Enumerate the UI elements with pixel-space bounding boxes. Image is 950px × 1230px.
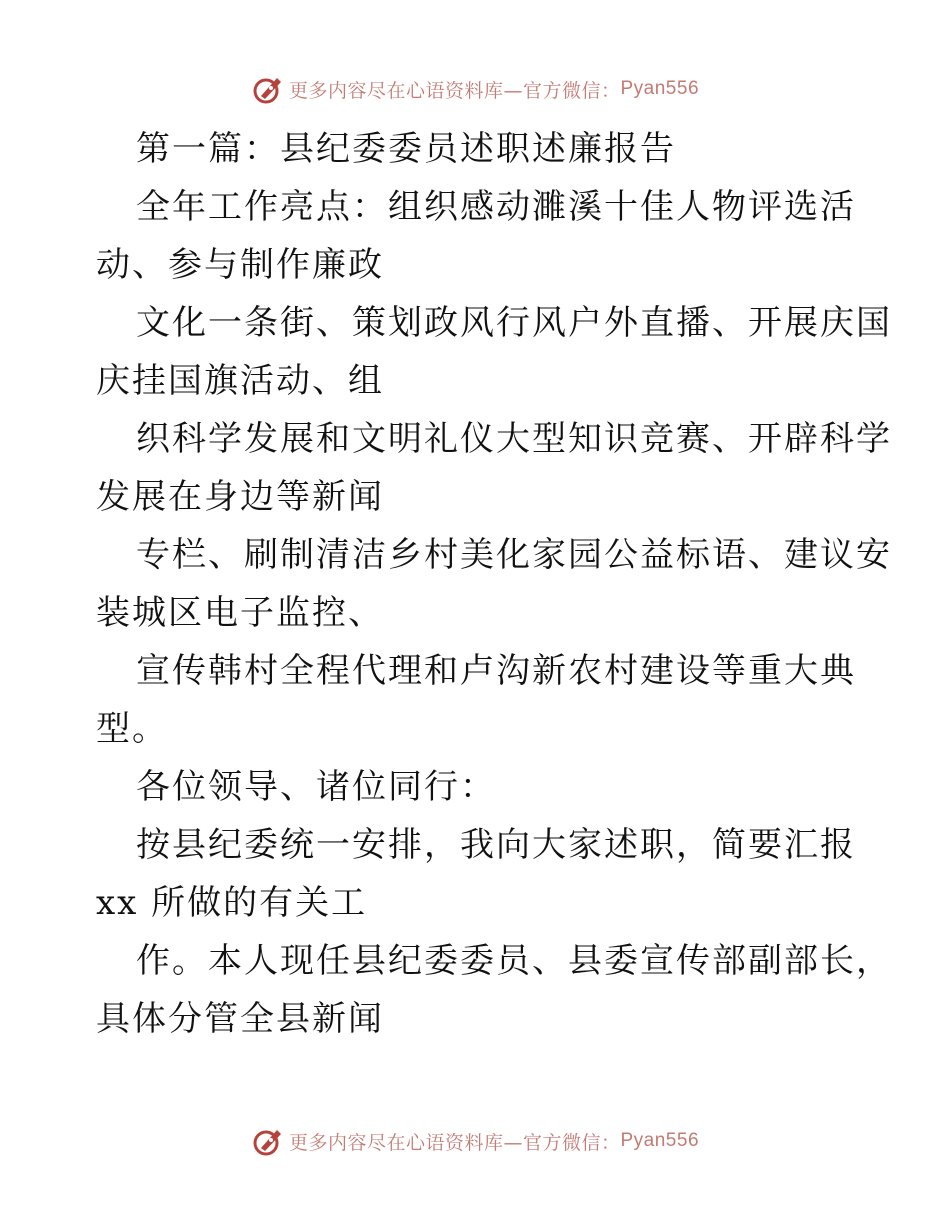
document-title: 第一篇：县纪委委员述职述廉报告 [136, 129, 676, 169]
footer-banner-text: 更多内容尽在心语资料库—官方微信： [288, 1131, 621, 1154]
document-body [96, 120, 892, 1048]
footer-wechat-id: Pyan556 [620, 1130, 700, 1151]
paragraph-line: 宣传韩村全程代理和卢沟新农村建设等重大典 [136, 651, 856, 691]
header-banner-text: 更多内容尽在心语资料库—官方微信： [288, 79, 621, 102]
footer-watermark-banner [0, 1124, 950, 1158]
pen-nib-logo-icon [251, 1124, 285, 1158]
paragraph-line: 文化一条街、策划政风行风户外直播、开展庆国 [136, 303, 892, 343]
header-watermark-banner [0, 72, 950, 106]
paragraph-line: 庆挂国旗活动、组 [96, 361, 384, 401]
pen-nib-logo-icon [251, 72, 285, 106]
header-wechat-id: Pyan556 [620, 78, 700, 99]
paragraph-line: 装城区电子监控、 [96, 593, 384, 633]
paragraph-line: 织科学发展和文明礼仪大型知识竞赛、开辟科学 [136, 419, 892, 459]
paragraph-line: 按县纪委统一安排，我向大家述职，简要汇报 [136, 825, 856, 865]
paragraph-line: 动、参与制作廉政 [96, 245, 384, 285]
salutation-line: 各位领导、诸位同行： [136, 767, 496, 807]
paragraph-line: xx 所做的有关工 [96, 883, 368, 923]
paragraph-line: 专栏、刷制清洁乡村美化家园公益标语、建议安 [136, 535, 892, 575]
paragraph-line: 具体分管全县新闻 [96, 999, 384, 1039]
paragraph-line: 发展在身边等新闻 [96, 477, 384, 517]
paragraph-line: 型。 [96, 709, 168, 749]
paragraph-line: 全年工作亮点：组织感动濉溪十佳人物评选活 [136, 187, 856, 227]
paragraph-line: 作。本人现任县纪委委员、县委宣传部副部长， [136, 941, 892, 981]
